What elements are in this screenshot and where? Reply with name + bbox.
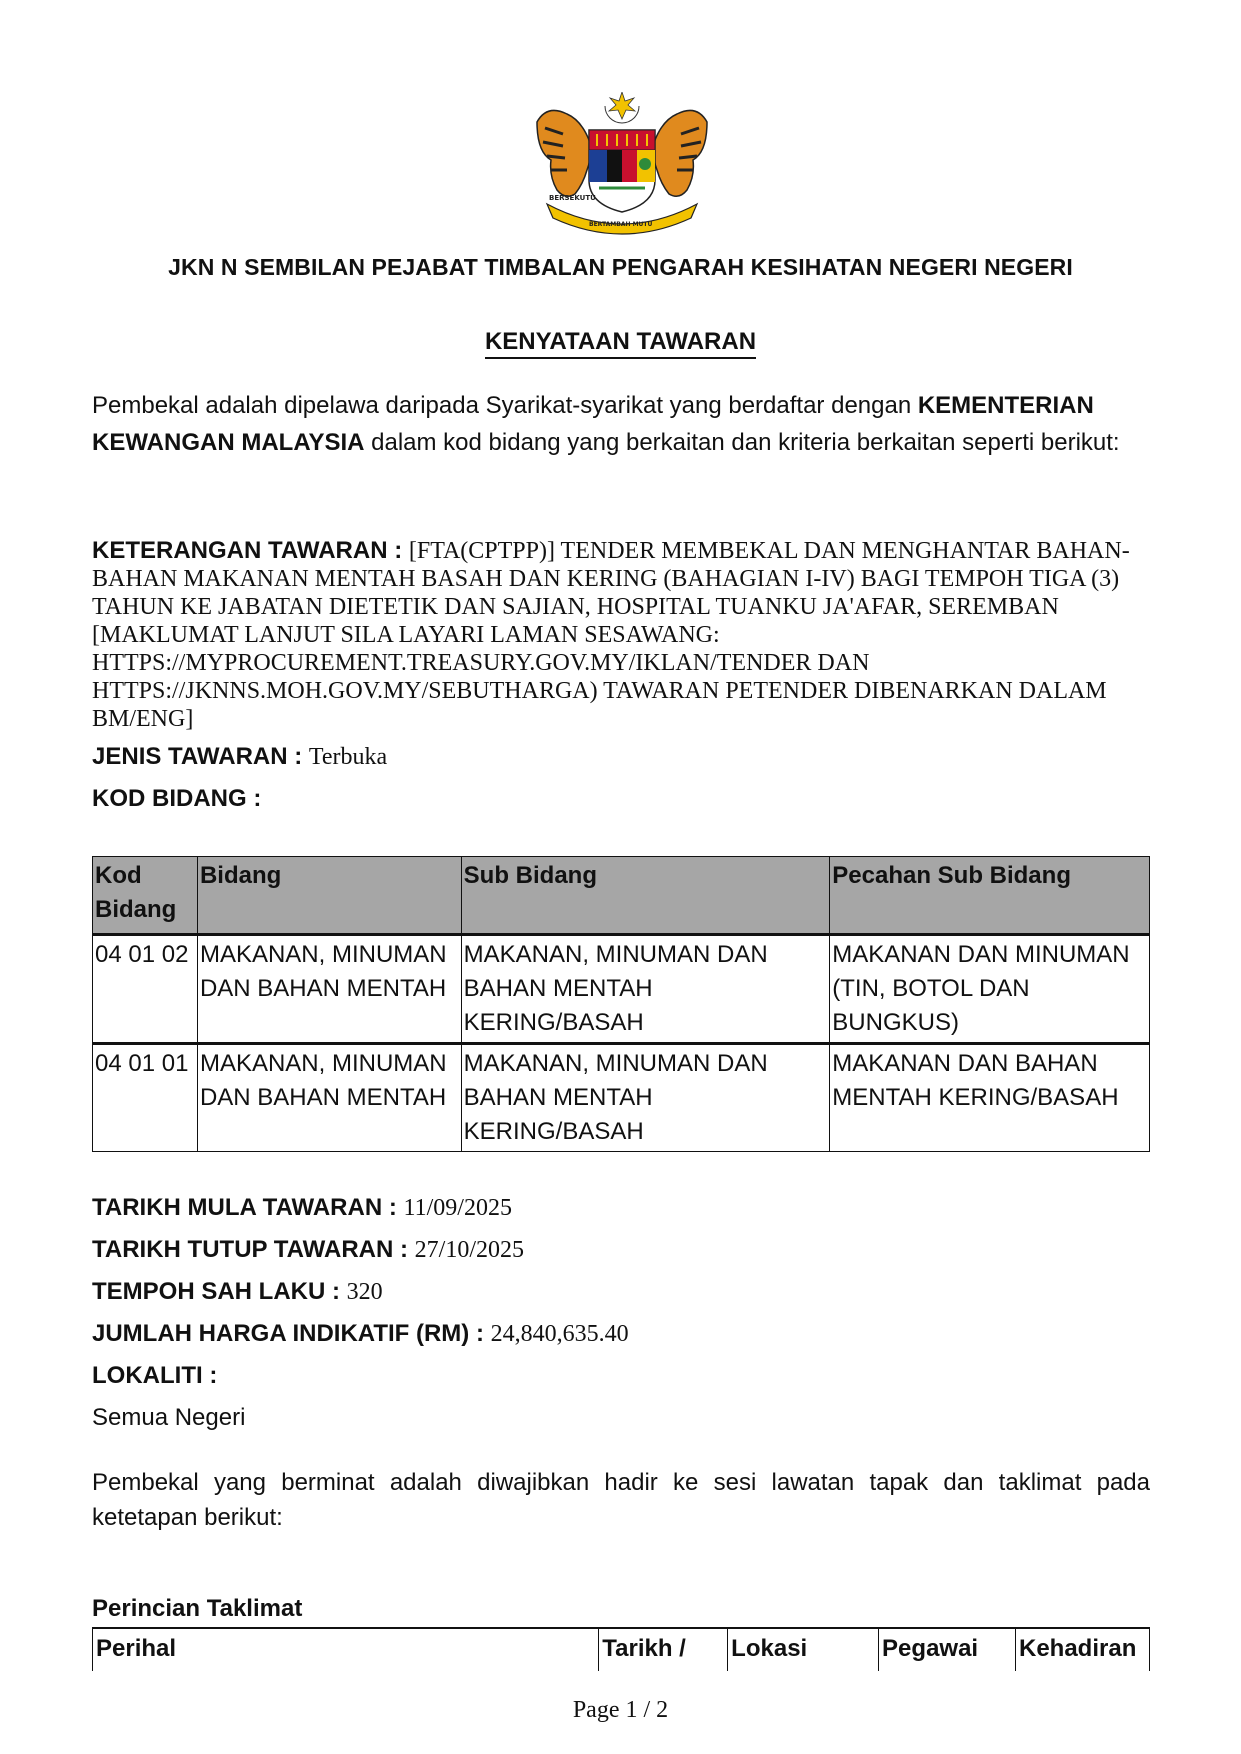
tempoh-label: TEMPOH SAH LAKU : — [92, 1278, 340, 1305]
tarikh-tutup — [92, 1236, 524, 1264]
keterangan-tawaran — [92, 537, 1152, 733]
intro-ministry: KEMENTERIAN KEWANGAN MALAYSIA — [92, 392, 1094, 456]
cell-sub-bidang: MAKANAN, MINUMAN DAN BAHAN MENTAH KERING/BASAH — [461, 935, 830, 1044]
taklimat-title: Perincian Taklimat — [92, 1595, 303, 1622]
crest-motto-bottom: BERTAMBAH MUTU — [589, 221, 653, 228]
table-header-row — [93, 857, 1150, 935]
tempoh-sah-laku — [92, 1278, 383, 1306]
jumlah-harga — [92, 1320, 629, 1348]
keterangan-label: KETERANGAN TAWARAN : — [92, 537, 403, 564]
col-pecahan-sub-bidang: Pecahan Sub Bidang — [830, 857, 1150, 935]
col-perihal: Perihal — [93, 1628, 599, 1671]
col-kod-bidang: Kod Bidang — [93, 857, 198, 935]
col-lokasi: Lokasi — [728, 1628, 879, 1671]
notice-paragraph: Pembekal yang berminat adalah diwajibkan hadir ke sesi lawatan tapak dan taklimat pada ketetapan berikut: — [92, 1469, 1150, 1531]
tarikh-mula-label: TARIKH MULA TAWARAN : — [92, 1194, 397, 1221]
cell-kod: 04 01 02 — [93, 935, 198, 1044]
table-header-row — [93, 1628, 1150, 1671]
lokaliti-heading — [92, 1362, 217, 1390]
cell-pecahan: MAKANAN DAN BAHAN MENTAH KERING/BASAH — [830, 1044, 1150, 1152]
col-bidang: Bidang — [197, 857, 461, 935]
col-pegawai: Pegawai — [879, 1628, 1016, 1671]
jenis-label: JENIS TAWARAN : — [92, 743, 303, 770]
table-row — [93, 1044, 1150, 1152]
organization-title: JKN N SEMBILAN PEJABAT TIMBALAN PENGARAH KESIHATAN NEGERI NEGERI — [168, 254, 1073, 280]
jumlah-label: JUMLAH HARGA INDIKATIF (RM) : — [92, 1320, 484, 1347]
table-row — [93, 935, 1150, 1044]
intro-text-1: Pembekal adalah dipelawa daripada Syarikat-syarikat yang berdaftar dengan — [92, 392, 918, 419]
intro-text-2: dalam kod bidang yang berkaitan dan kriteria berkaitan seperti berikut: — [364, 429, 1120, 456]
jumlah-value: 24,840,635.40 — [490, 1321, 629, 1347]
tarikh-mula — [92, 1194, 512, 1222]
page-number: Page 1 / 2 — [572, 1697, 669, 1723]
col-tarikh: Tarikh / — [599, 1628, 728, 1671]
crest-motto-left: BERSEKUTU — [549, 194, 596, 202]
kod-bidang-table — [92, 856, 1150, 1152]
lokaliti-value: Semua Negeri — [92, 1404, 246, 1431]
cell-sub-bidang: MAKANAN, MINUMAN DAN BAHAN MENTAH KERING/BASAH — [461, 1044, 830, 1152]
tarikh-tutup-label: TARIKH TUTUP TAWARAN : — [92, 1236, 408, 1263]
cell-kod: 04 01 01 — [93, 1044, 198, 1152]
cell-bidang: MAKANAN, MINUMAN DAN BAHAN MENTAH — [197, 935, 461, 1044]
keterangan-value: [FTA(CPTPP)] TENDER MEMBEKAL DAN MENGHANTAR BAHAN-BAHAN MAKANAN MENTAH BASAH DAN KERING (BAHAGIAN I-IV) BAGI TEMPOH TIGA (3) TAHUN KE JABATAN DIETETIK DAN SAJIAN, HOSPITAL TUANKU JA'AFAR, SEREMBAN [MAKLUMAT LANJUT SILA LAYARI LAMAN SESAWANG: HTTPS://MYPROCUREMENT.TREASURY.GOV.MY/IKLAN/TENDER DAN HTTPS://JKNNS.MOH.GOV.MY/SEBUTHARGA) TAWARAN PETENDER DIBENARKAN DALAM BM/ENG] — [92, 538, 1130, 732]
cell-pecahan: MAKANAN DAN MINUMAN (TIN, BOTOL DAN BUNGKUS) — [830, 935, 1150, 1044]
document-title-wrap — [0, 328, 1241, 356]
jenis-value: Terbuka — [308, 744, 388, 770]
lokaliti-label: LOKALITI : — [92, 1362, 218, 1389]
tarikh-tutup-value: 27/10/2025 — [414, 1237, 524, 1263]
col-kehadiran: Kehadiran — [1015, 1628, 1149, 1671]
kod-bidang-heading — [92, 785, 261, 813]
taklimat-table — [92, 1627, 1150, 1671]
kod-bidang-label: KOD BIDANG : — [92, 785, 262, 812]
intro-paragraph — [92, 387, 1148, 461]
tarikh-mula-value: 11/09/2025 — [403, 1195, 512, 1221]
coat-of-arms-logo — [527, 92, 717, 238]
col-sub-bidang: Sub Bidang — [461, 857, 830, 935]
tempoh-value: 320 — [346, 1279, 383, 1305]
document-title: KENYATAAN TAWARAN — [485, 328, 756, 359]
jenis-tawaran — [92, 743, 387, 771]
cell-bidang: MAKANAN, MINUMAN DAN BAHAN MENTAH — [197, 1044, 461, 1152]
